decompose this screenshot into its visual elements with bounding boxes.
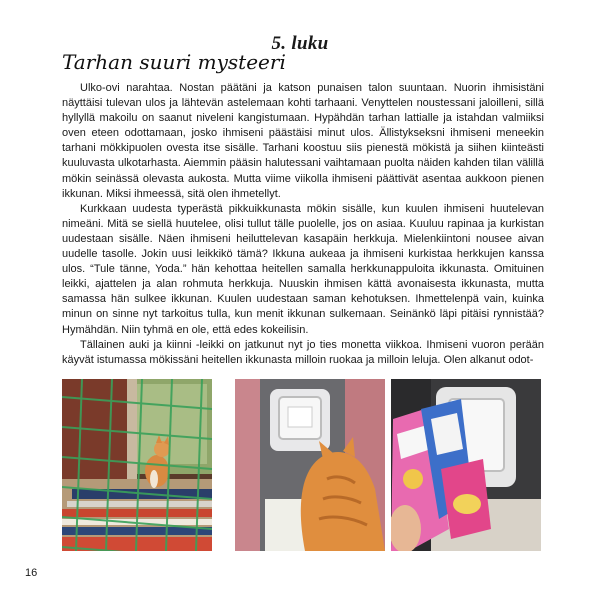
paragraph: Tällainen auki ja kiinni -leikki on jatkunut nyt jo ties monetta viikkoa. Ihmiseni vuoron perään käyvät istumassa mökissäni heitellen ikkunasta milloin ruokaa ja milloin leluja. Olen alkanut odot- bbox=[62, 338, 544, 366]
chapter-subtitle: Tarhan suuri mysteeri bbox=[62, 50, 286, 74]
paragraph: Kurkkaan uudesta typerästä pikkuikkunasta mökin sisälle, kun kuulen ihmiseni huutelevan nimeäni. Mitä se siellä huutelee, olisi tullut tälle puolelle, jos on asiaa. Kuuluu rapinaa ja kurkistan uudestaan sisälle. Näen ihmiseni heiluttelevan kasapäin herkkuja. Mielenkiintoni nousee aivan uudelle tasolle. Jokin uusi leikkikö tämä? Ikkuna aukeaa ja ihmiseni kurkistaa herkkujen kanssa ulos. “Tule tänne, Yoda.” hän kehottaa heitellen samalla herkkunappuloita ikkunasta. Omituinen leikki, ajattelen ja alan rohmuta herkkuja. Nuuskin ihmisen kättä avonaisesta ikkunasta, mutta samassa hän sulkee ikkunan. Kuulen uudestaan saman kehotuksen. Ihmettelenpä vain, kuinka minun on sinne nyt tarkoitus tulla, kun menit ikkunan sulkemaan. Seinänkö läpi pitäisi rynnistää? Hymähdän. Niin tyhmä en ole, että edes kokeilisin. bbox=[62, 202, 544, 336]
photo-cat-at-cat-flap bbox=[235, 379, 385, 551]
page-number: 16 bbox=[25, 567, 38, 579]
photo-cat-in-enclosure bbox=[62, 379, 212, 551]
photo-treat-bag-at-cat-flap bbox=[391, 379, 541, 551]
body-text bbox=[62, 81, 544, 368]
paragraph: Ulko-ovi narahtaa. Nostan päätäni ja katson punaisen talon suuntaan. Nuorin ihmisistäni näyttäisi tulevan ulos ja lähtevän astelemaan kohti tarhaani. Venyttelen noustessani jaloilleni, sillä hyllyllä makoilu on saanut niveleni kangistumaan. Hypähdän tarhan lattialle ja istahdan valmiiksi oven eteen odottamaan, josko ihmiseni päästäisi minut ulos. Ällistykseksni ihmiseni meneekin tarhani mökkipuolen ovesta itse sisälle. Tarhani koostuu siis pienestä mökistä ja siihen kiinteästi kuuluvasta ulkotarhasta. Aiemmin pääsin halutessani vaihtamaan puolta näiden kahden tilan välillä mökin seinässä olevasta aukosta. Mutta viime viikolla ihmiseni päättivät asentaa aukkoon pienen ikkunan. Miksi ihmeessä, sitä olen ihmetellyt. bbox=[62, 82, 544, 200]
chapter-heading: 5. luku bbox=[271, 33, 329, 54]
